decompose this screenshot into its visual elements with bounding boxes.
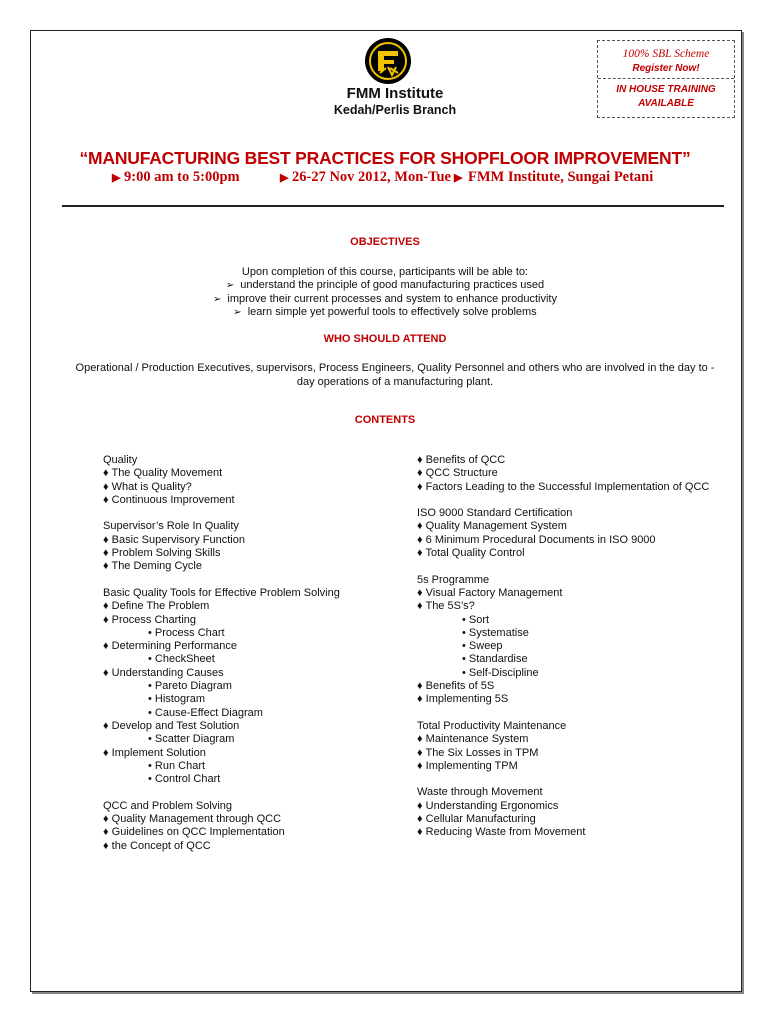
title-divider (62, 205, 724, 207)
list-item: ♦ Visual Factory Management (417, 586, 563, 599)
list-item: ♦ Implement Solution (103, 746, 206, 759)
arrow-right-icon: ▶ (112, 172, 121, 184)
list-item: Total Productivity Maintenance (417, 719, 567, 732)
course-time: 9:00 am to 5:00pm (124, 169, 240, 185)
promo-sbl-scheme: 100% SBL Scheme (622, 48, 710, 60)
list-spacer (103, 507, 340, 520)
list-item: ♦ Implementing 5S (417, 693, 509, 706)
list-item: Quality (103, 454, 138, 466)
objective-item: ➢ learn simple yet powerful tools to effectively solve problems (233, 306, 537, 318)
list-spacer (103, 574, 340, 587)
list-spacer (103, 786, 340, 799)
list-item: ♦ Implementing TPM (417, 759, 518, 772)
list-item: • Histogram (148, 693, 206, 706)
list-item: • Systematise (462, 626, 529, 639)
arrow-right-icon: ▶ (454, 172, 463, 184)
promo-box (597, 40, 735, 118)
list-item: Waste through Movement (417, 786, 543, 799)
chevron-bullet-icon: ➢ (213, 294, 222, 305)
list-item: • Cause-Effect Diagram (148, 706, 263, 719)
list-item: • Self-Discipline (462, 666, 539, 679)
list-item: ♦ Benefits of 5S (417, 680, 495, 693)
list-item: ♦ Basic Supervisory Function (103, 533, 245, 546)
list-item: ♦ The Six Losses in TPM (417, 746, 539, 759)
list-item: • Pareto Diagram (148, 680, 232, 693)
list-item: ♦ Factors Leading to the Successful Implementation of QCC (417, 480, 710, 493)
who-description: Operational / Production Executives, supervisors, Process Engineers, Quality Personnel and others who are involved in the day to - day operations of a manufacturing plant. (75, 362, 715, 388)
list-item: ♦ QCC Structure (417, 467, 498, 480)
list-item: ♦ Develop and Test Solution (103, 719, 240, 732)
list-item: • Run Chart (148, 759, 206, 772)
list-item: ♦ Benefits of QCC (417, 454, 506, 466)
objectives-intro: Upon completion of this course, participants will be able to: (241, 266, 529, 278)
list-spacer (417, 494, 709, 507)
promo-divider (598, 78, 734, 79)
course-venue: FMM Institute, Sungai Petani (468, 169, 654, 185)
objective-item: ➢ improve their current processes and system to enhance productivity (213, 293, 557, 305)
list-item: ♦ 6 Minimum Procedural Documents in ISO 9000 (417, 533, 656, 546)
contents-left-column (103, 454, 340, 853)
chevron-bullet-icon: ➢ (233, 307, 242, 318)
list-item: • Process Chart (148, 626, 225, 639)
list-item: ♦ Total Quality Control (417, 547, 525, 560)
list-item: ♦ Maintenance System (417, 733, 529, 746)
institute-name: FMM Institute (346, 85, 444, 102)
list-item: QCC and Problem Solving (103, 799, 233, 812)
list-item: • Sort (462, 613, 490, 626)
list-item: ♦ Problem Solving Skills (103, 547, 221, 560)
list-item: ♦ the Concept of QCC (103, 839, 211, 852)
list-item: ♦ Continuous Improvement (103, 493, 235, 506)
promo-available: AVAILABLE (638, 98, 694, 109)
list-item: ♦ Define The Problem (103, 600, 210, 613)
list-item: ♦ Understanding Causes (103, 666, 224, 679)
list-item: ♦ The 5S’s? (417, 600, 475, 613)
list-item: • Standardise (462, 653, 528, 666)
list-item: ♦ Reducing Waste from Movement (417, 826, 586, 839)
list-item: • CheckSheet (148, 653, 215, 666)
list-item: 5s Programme (417, 573, 490, 586)
list-item: ♦ Quality Management System (417, 520, 567, 533)
list-spacer (417, 560, 709, 573)
list-spacer (417, 773, 709, 786)
list-item: ♦ Guidelines on QCC Implementation (103, 826, 285, 839)
list-item: Supervisor’s Role In Quality (103, 520, 239, 533)
list-item: • Sweep (462, 640, 503, 653)
promo-register-now: Register Now! (632, 63, 700, 74)
fmm-logo-icon (364, 37, 412, 85)
list-item: ♦ Determining Performance (103, 640, 237, 653)
objective-item: ➢ understand the principle of good manufacturing practices used (225, 279, 545, 291)
institute-branch: Kedah/Perlis Branch (333, 103, 457, 117)
objectives-heading: OBJECTIVES (350, 236, 420, 248)
list-item: ♦ Quality Management through QCC (103, 813, 282, 826)
chevron-bullet-icon: ➢ (225, 280, 235, 291)
who-heading: WHO SHOULD ATTEND (323, 333, 447, 345)
course-date: 26-27 Nov 2012, Mon-Tue (292, 169, 451, 185)
list-item: ♦ Cellular Manufacturing (417, 813, 536, 826)
course-title: “MANUFACTURING BEST PRACTICES FOR SHOPFLOOR IMPROVEMENT” (79, 148, 691, 168)
list-item: ♦ What is Quality? (103, 480, 192, 493)
list-item: • Scatter Diagram (148, 733, 235, 746)
list-item: • Control Chart (148, 773, 221, 786)
contents-right-column (417, 454, 709, 840)
list-item: ♦ The Deming Cycle (103, 560, 202, 573)
promo-in-house-training: IN HOUSE TRAINING (616, 84, 716, 95)
list-item: ♦ Process Charting (103, 613, 197, 626)
list-item: Basic Quality Tools for Effective Problem Solving (103, 586, 340, 599)
list-spacer (417, 707, 709, 720)
list-item: ♦ Understanding Ergonomics (417, 799, 559, 812)
course-schedule (112, 169, 672, 189)
arrow-right-icon: ▶ (280, 172, 289, 184)
contents-heading: CONTENTS (354, 414, 416, 426)
list-item: ♦ The Quality Movement (103, 467, 223, 480)
list-item: ISO 9000 Standard Certification (417, 507, 573, 520)
